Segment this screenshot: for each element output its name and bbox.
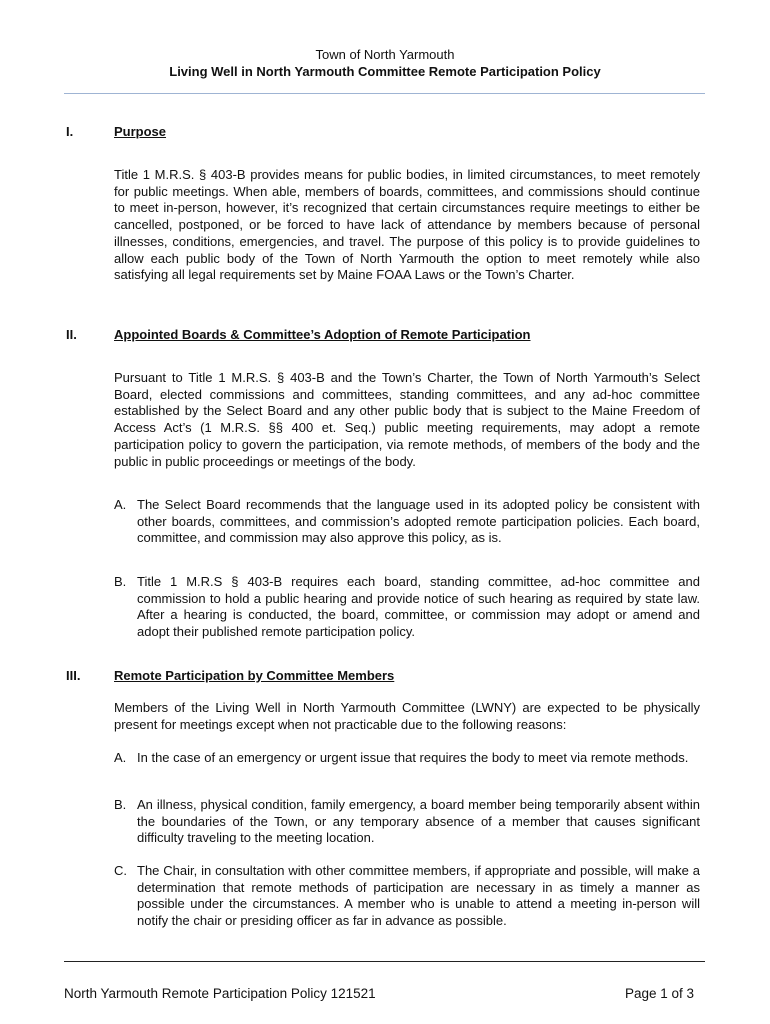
item-label: B. — [114, 574, 127, 589]
item-label: A. — [114, 497, 127, 512]
item-text: The Select Board recommends that the language used in its adopted policy be consistent with other boards, committees, and commission’s adopted remote participation policies. Each board, committee, and commission may also approve this policy, as is. — [137, 497, 700, 546]
item-text: The Chair, in consultation with other committee members, if appropriate and possible, will make a determination that remote methods of participation are necessary in as timely a manner as possible under the circumstances. A member who is unable to attend a meeting in-person will notify the chair or presiding officer as far in advance as possible. — [137, 863, 700, 929]
item-label: C. — [114, 863, 127, 878]
section-2-item-b — [114, 574, 700, 641]
section-3-item-c — [114, 863, 700, 930]
header-divider — [64, 93, 705, 94]
footer-page-number: Page 1 of 3 — [624, 986, 694, 1001]
footer-divider — [64, 961, 705, 962]
item-label: B. — [114, 797, 127, 812]
section-3-body: Members of the Living Well in North Yarmouth Committee (LWNY) are expected to be physically present for meetings except when not practicable due to the following reasons: — [114, 700, 700, 732]
item-text: Title 1 M.R.S § 403-B requires each board, standing committee, ad-hoc committee and commission to hold a public hearing and provide notice of such hearing as required by state law. After a hearing is conducted, the board, committee, or commission may adopt or amend and adopt their published remote participation policy. — [137, 574, 700, 640]
section-2-title: Appointed Boards & Committee’s Adoption of Remote Participation — [114, 327, 531, 342]
section-2-item-a — [114, 497, 700, 547]
section-3-title: Remote Participation by Committee Members — [114, 668, 395, 683]
section-2-number: II. — [66, 327, 77, 342]
section-3-number: III. — [66, 668, 81, 683]
section-3-item-a — [114, 750, 700, 767]
item-text: In the case of an emergency or urgent issue that requires the body to meet via remote methods. — [137, 750, 689, 765]
footer-document-id: North Yarmouth Remote Participation Policy 121521 — [64, 986, 376, 1001]
section-1-body: Title 1 M.R.S. § 403-B provides means for public bodies, in limited circumstances, to meet remotely for public meetings. When able, members of boards, committees, and commissions should continue to meet in-person, however, it’s recognized that certain circumstances require meetings to either be cancelled, postponed, or be forced to have lack of attendance by members because of personal illnesses, conditions, emergencies, and travel. The purpose of this policy is to provide guidelines to allow each public body of the Town of North Yarmouth the option to meet remotely while also satisfying all legal requirements set by Maine FOAA Laws or the Town’s Charter. — [114, 167, 700, 283]
section-1-title: Purpose — [114, 124, 167, 139]
section-1-number: I. — [66, 124, 74, 139]
document-title: Living Well in North Yarmouth Committee Remote Participation Policy — [169, 64, 601, 79]
item-label: A. — [114, 750, 127, 765]
section-2-body: Pursuant to Title 1 M.R.S. § 403-B and the Town’s Charter, the Town of North Yarmouth’s Select Board, elected commissions and committees, standing committees, and any ad-hoc committee established by the Select Board and any other public body that is subject to the Maine Freedom of Access Act’s (1 M.R.S. §§ 400 et. Seq.) public meeting requirements, may adopt a remote participation policy to govern the participation, via remote methods, of members of the body and the public in public proceedings or meetings of the body. — [114, 370, 700, 469]
item-text: An illness, physical condition, family emergency, a board member being temporarily absent within the boundaries of the Town, or any temporary absence of a member that causes significant difficulty traveling to the meeting location. — [137, 797, 700, 846]
header-town: Town of North Yarmouth — [315, 47, 455, 62]
section-3-item-b — [114, 797, 700, 847]
